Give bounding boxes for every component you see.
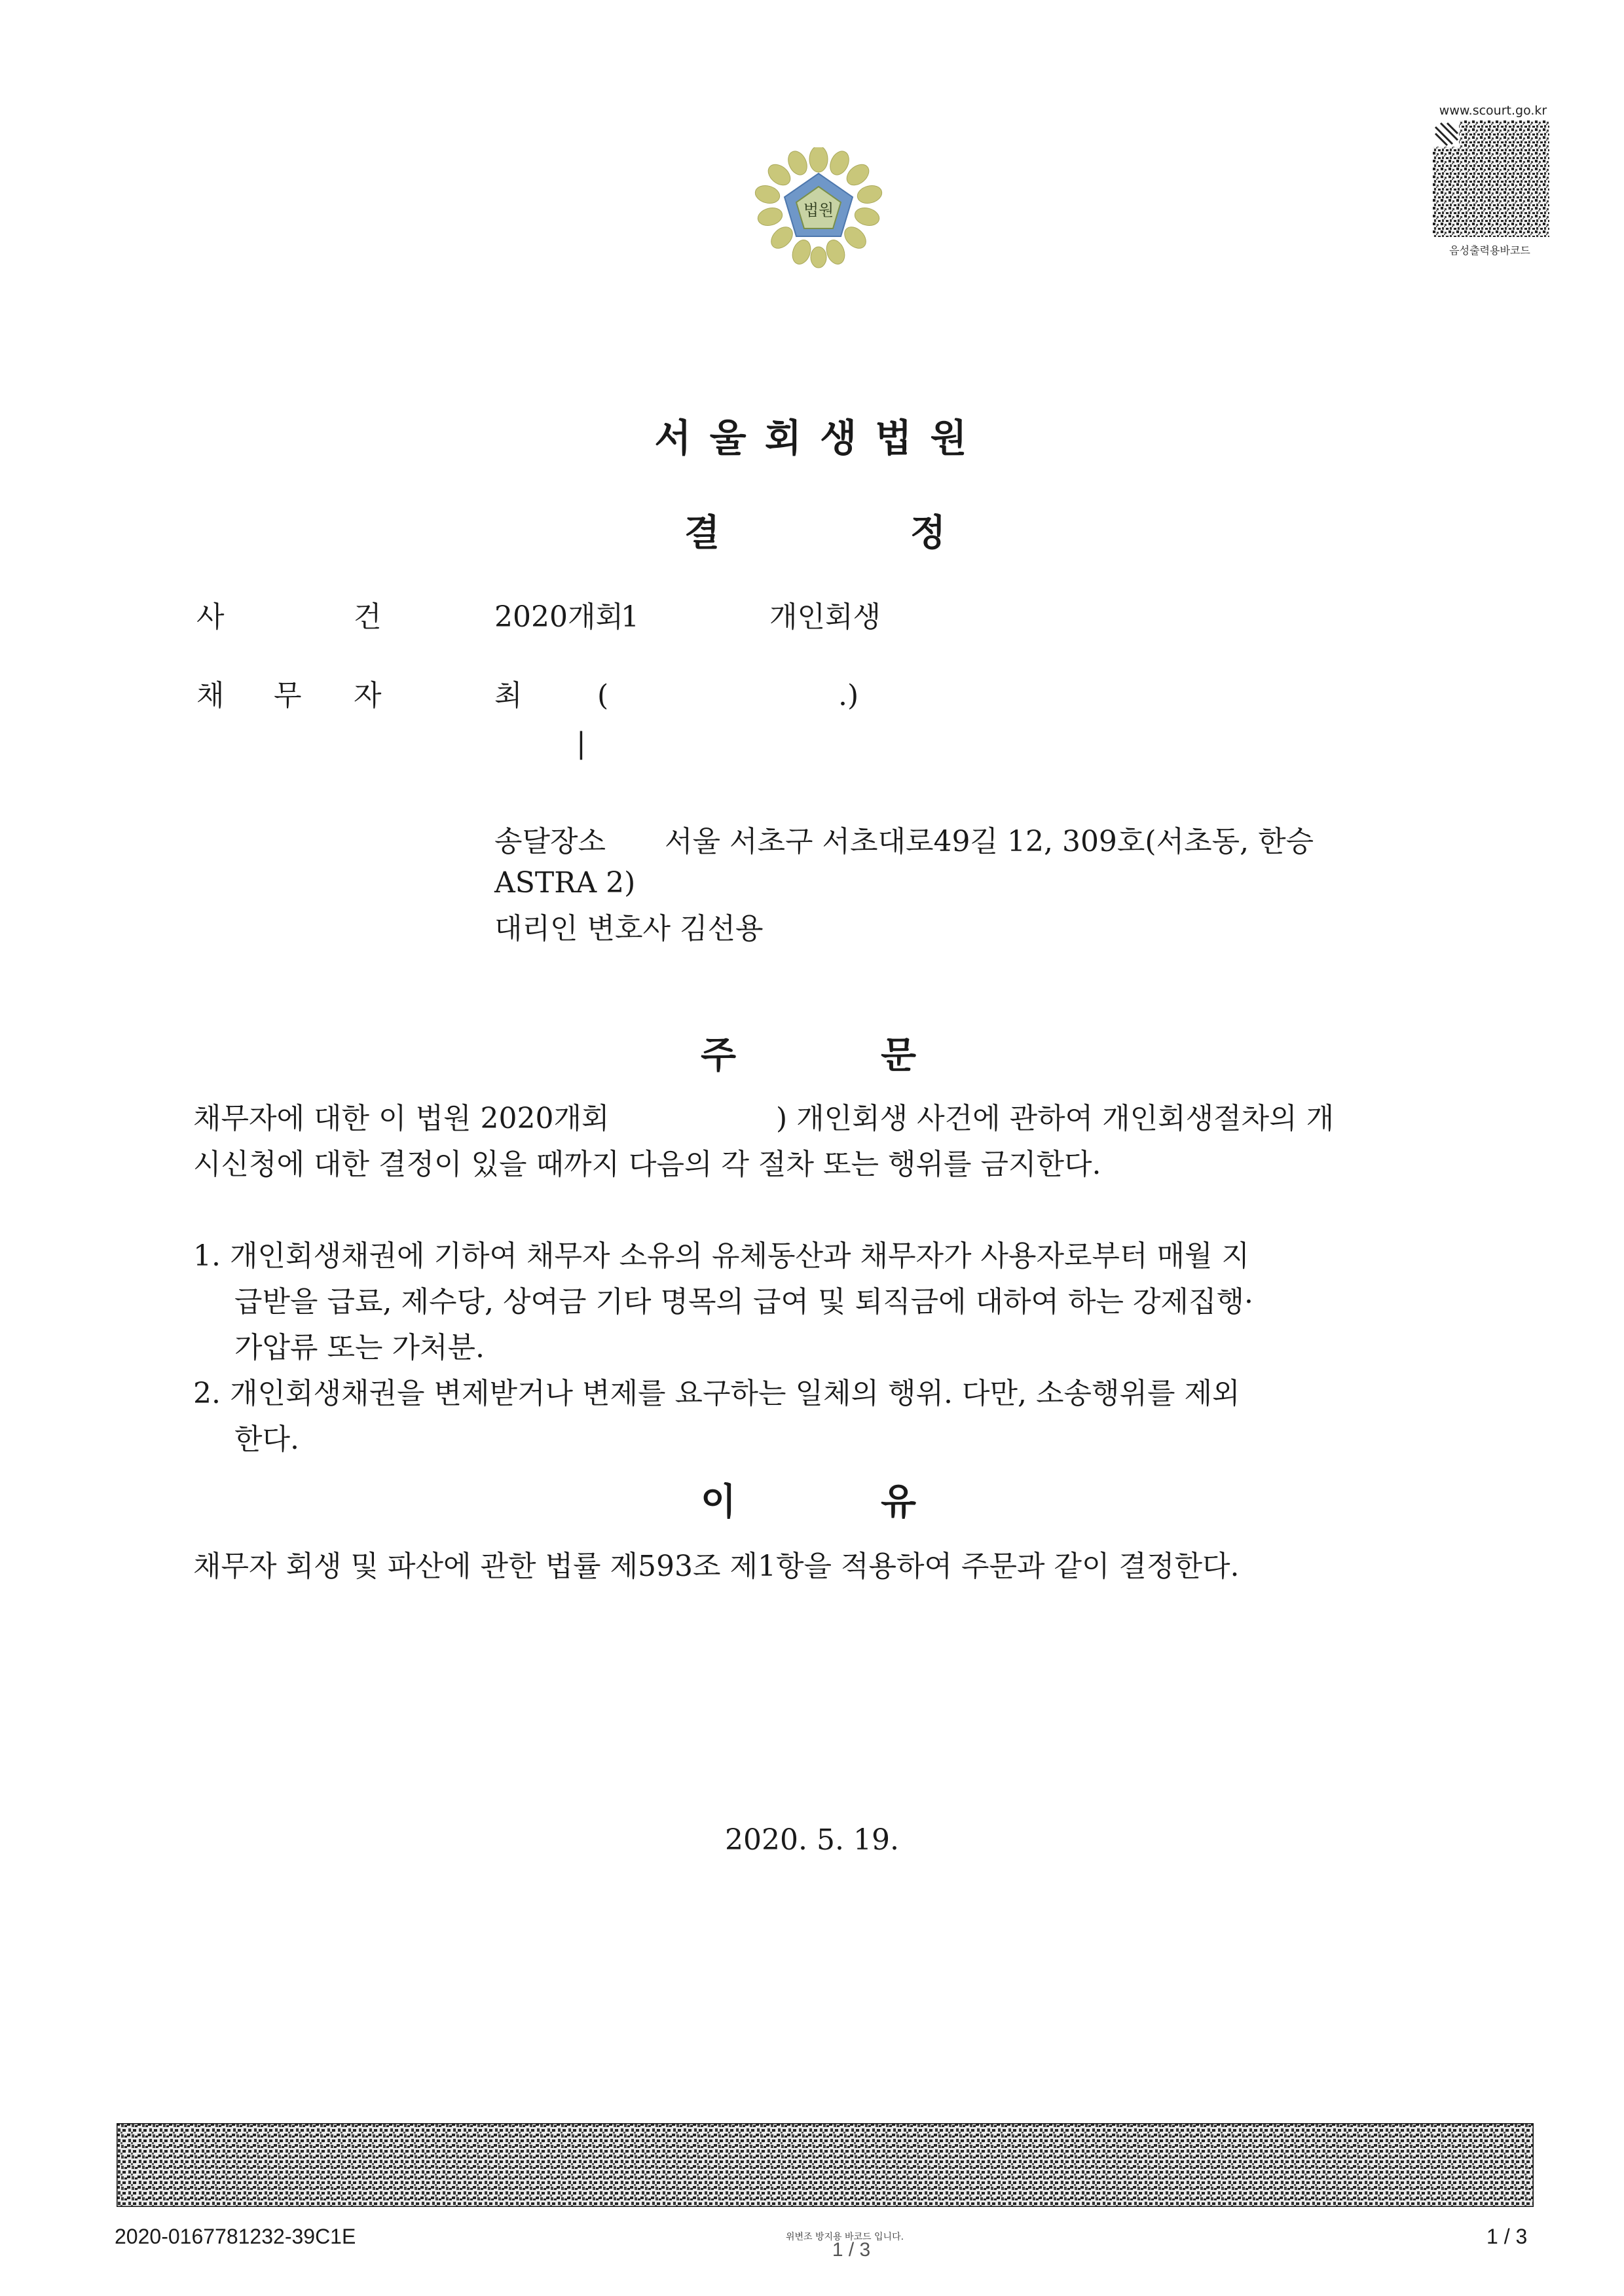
- case-type: 개인회생: [769, 600, 881, 634]
- case-label-char: 사: [196, 600, 225, 634]
- reason-heading-right: 유: [881, 1481, 917, 1523]
- debtor-row: [0, 676, 1624, 716]
- page-number-center: 1 / 3: [832, 2239, 871, 2261]
- anti-forgery-note: 위변조 방지용 바코드 입니다.: [785, 2232, 904, 2242]
- reason-text: 채무자 회생 및 파산에 관한 법률 제593조 제1항을 적용하여 주문과 같이 결정한다.: [193, 1550, 1240, 1583]
- order-item1-line1: 1. 개인회생채권에 기하여 채무자 소유의 유체동산과 채무자가 사용자로부터 매월 지: [193, 1239, 1249, 1273]
- court-seal-emblem: [733, 147, 904, 272]
- order-heading-right: 문: [881, 1034, 917, 1077]
- reason-heading-left: 이: [701, 1481, 737, 1523]
- order-item1-line3: 가압류 또는 가처분.: [234, 1331, 485, 1364]
- order-heading-left: 주: [701, 1034, 737, 1077]
- anti-forgery-barcode-icon: [117, 2123, 1534, 2207]
- order-item1-line2: 급받을 급료, 제수당, 상여금 기타 명목의 급여 및 퇴직금에 대하여 하는 강제집행·: [234, 1285, 1253, 1319]
- voice-output-barcode-icon: [1433, 120, 1549, 237]
- seal-label: 법원: [803, 201, 834, 219]
- order-intro-line1: [0, 1099, 1624, 1139]
- barcode-id: 2020-0167781232-39C1E: [115, 2225, 356, 2248]
- debtor-label-char: 무: [274, 679, 302, 712]
- case-number-tail: 1: [621, 600, 639, 634]
- delivery-label: 송달장소: [494, 825, 606, 858]
- case-label-char: 건: [354, 600, 382, 634]
- debtor-label-char: 자: [354, 679, 382, 712]
- order-intro-b: ) 개인회생 사건에 관하여 개인회생절차의 개: [776, 1102, 1335, 1135]
- debtor-agent: 대리인 변호사 김선용: [494, 912, 764, 945]
- doc-kind-right: 정: [910, 512, 946, 555]
- case-number: 2020개회: [494, 600, 623, 634]
- reason-heading: [0, 1473, 1624, 1523]
- delivery-row: [0, 822, 1624, 862]
- order-item2-line2: 한다.: [234, 1423, 299, 1456]
- decision-date: 2020. 5. 19.: [725, 1823, 899, 1857]
- debtor-paren-close: .): [838, 679, 859, 712]
- delivery-address-line2: ASTRA 2): [494, 866, 636, 900]
- court-name: 서 울 회 생 법 원: [654, 416, 970, 460]
- doc-kind-left: 결: [684, 512, 720, 555]
- debtor-address-mark: |: [576, 727, 586, 760]
- debtor-label-char: 채: [196, 679, 225, 712]
- order-heading: [0, 1027, 1624, 1077]
- qr-caption: 음성출력용바코드: [1449, 244, 1530, 257]
- delivery-address-line1: 서울 서초구 서초대로49길 12, 309호(서초동, 한승: [665, 825, 1314, 858]
- order-intro-line2: 시신청에 대한 결정이 있을 때까지 다음의 각 절차 또는 행위를 금지한다.: [193, 1148, 1101, 1181]
- qr-url: www.scourt.go.kr: [1439, 103, 1547, 118]
- case-row: [0, 597, 1624, 638]
- page-number-right: 1 / 3: [1486, 2225, 1528, 2248]
- order-item2-line1: 2. 개인회생채권을 변제받거나 변제를 요구하는 일체의 행위. 다만, 소송행위를 제외: [193, 1377, 1240, 1410]
- debtor-paren-open: (: [597, 679, 609, 712]
- debtor-name: 최: [494, 679, 523, 712]
- order-intro-a: 채무자에 대한 이 법원 2020개회: [193, 1102, 610, 1135]
